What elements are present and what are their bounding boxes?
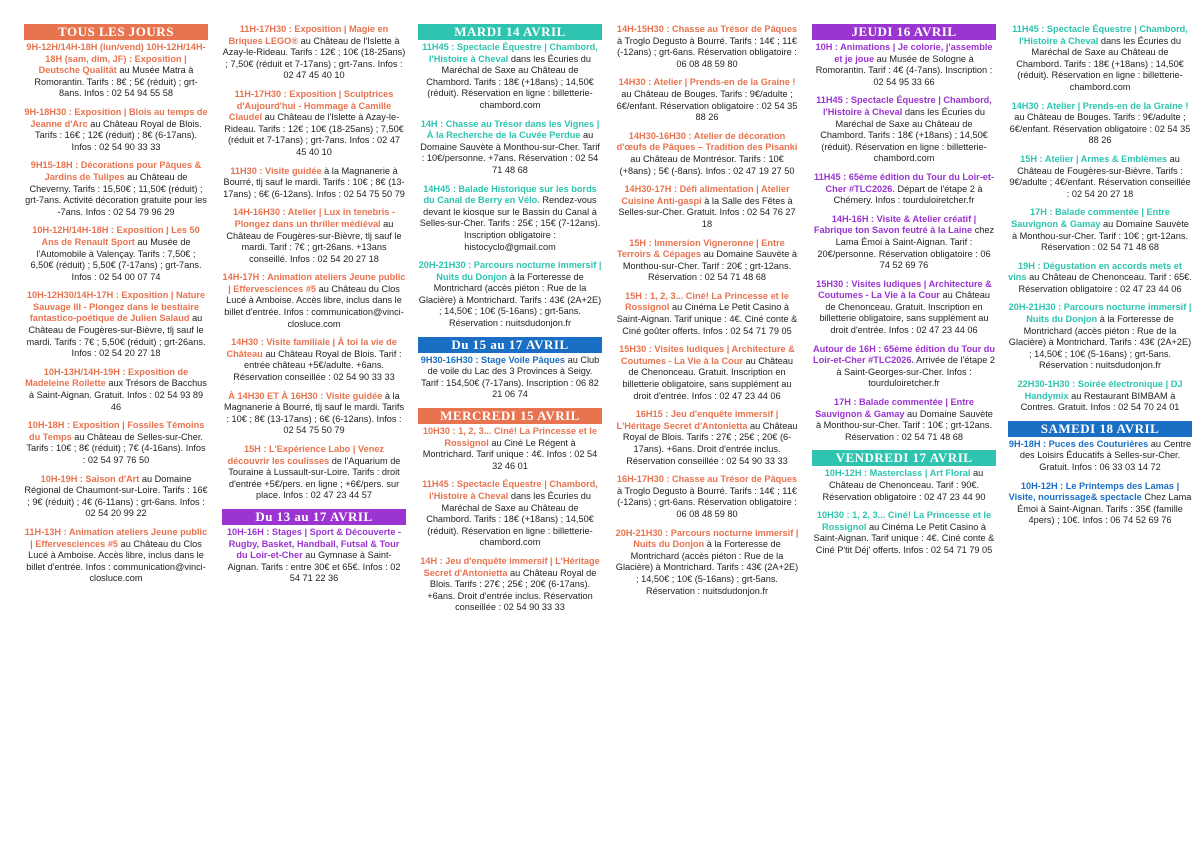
event-title: 10H-18H : Exposition | Fossiles Témoins du Temps (27, 420, 205, 442)
event-details: au Château Royal de Blois. Tarifs : 16€ ; 12€ (réduit) ; 8€ (6-17ans). Infos : 02 54 90 33 33 (35, 118, 202, 152)
event-entry (1008, 379, 1192, 414)
event-entry (222, 89, 406, 159)
event-title: 14H-17H : Animation ateliers Jeune public | Effervesciences #5 (222, 272, 406, 294)
event-details: à la Magnanerie à Bourré, tlj sauf le mardi. Tarifs : 10€ ; 8€ (13-17ans) ; 6€ (6-12ans). Infos : 02 54 75 50 79 (223, 165, 405, 199)
event-details: au Château de Selles-sur-Cher. Tarifs : 10€ ; 8€ (réduit) ; 7€ (4-16ans). Infos : 02 54 97 76 50 (26, 431, 206, 465)
event-entry (222, 527, 406, 585)
event-entry (615, 528, 799, 598)
event-details: à la Forteresse de Montrichard (accès piéton : Rue de la Glacière) à Montrichard. Tarifs : 43€ (2A+2E) ; 14,50€ ; 10€ (5-16ans) ; grt-5ans. Réservation : nuitsdudonjon.fr (1008, 314, 1192, 371)
event-title: 14H : Chasse au Trésor dans les Vignes | À la Recherche de la Cuvée Perdue (420, 118, 600, 141)
event-entry (1008, 439, 1192, 474)
event-title: Autour de 16H : 65ème édition du Tour du Loir-et-Cher #TLC2026. (812, 343, 996, 366)
event-details: au Château de Chenonceau. Gratuit. Inscription en billetterie obligatoire, sans supplément au droit d'entrée. Infos : 02 47 23 44 06 (622, 355, 793, 401)
event-title: 15H : Immersion Vigneronne | Entre Terroirs & Cépages (616, 237, 785, 260)
event-entry (24, 290, 208, 360)
event-title: 16H-17H30 : Chasse au Trésor de Pâques (616, 474, 798, 485)
event-details: à la Forteresse de Montrichard (accès piéton : Rue de la Glacière) à Montrichard. Tarifs : 43€ (2A+2E) ; 14,50€ ; 10€ (5-16ans) ; grt-5ans. Réservation : nuitsdudonjon.fr (615, 539, 799, 596)
event-details: au Château de Chenonceau. Gratuit. Inscription en billetterie obligatoire, sans supplément au droit d'entrée. Infos : 02 47 23 44 06 (819, 290, 990, 336)
event-title: 9H-12H/14H-18H (lun/vend) 10H-12H/14H-18H (sam, dim, JF) : Exposition | Deutsche Qualität (26, 42, 206, 76)
event-title: 10H : Animations | Je colorie, j'assemble et je joue (815, 42, 993, 64)
event-title: 10H-16H : Stages | Sport & Découverte - Rugby, Basket, Handball, Futsal & Tour du Loir-et-Cher (226, 526, 402, 561)
event-details: au Musée de Sologne à Romorantin. Tarif : 4€ (4-7ans). Inscription : 02 54 95 33 66 (815, 53, 993, 87)
col-4 (615, 24, 799, 604)
event-entry (24, 420, 208, 466)
event-entry (24, 367, 208, 413)
event-details: au Château de Montrésor. Tarifs : 10€ (+8ans) ; 5€ (-8ans). Infos : 02 47 19 27 50 (619, 153, 795, 176)
event-title: 17H : Balade commentée | Entre Sauvignon & Gamay (1011, 207, 1170, 229)
event-title: 14H45 : Balade Historique sur les bords du Canal de Berry en Vélo. (423, 183, 597, 206)
event-details: au Restaurant BIMBAM à Contres. Gratuit. Infos : 02 54 70 24 01 (1020, 390, 1180, 413)
event-details: Arrivée de l'étape 2 à Saint-Georges-sur-Cher. Infos : tourduloiretcher.fr (836, 355, 995, 389)
event-title: 14H : Jeu d'enquête immersif | L'Héritage Secret d'Antonietta (420, 555, 600, 578)
event-entry (222, 391, 406, 437)
event-title: 11H30 : Visite guidée (230, 165, 322, 176)
event-title: 14H30 : Atelier | Prends-en de la Graine ! (618, 77, 796, 88)
event-title: 10H30 : 1, 2, 3... Ciné! La Princesse et le Rossignol (422, 426, 598, 448)
event-details: au Domaine Sauvète à Monthou-sur-Cher. Tarif : 10€ ; grt-12ans. Réservation : 02 54 71 48 68 (815, 408, 993, 442)
event-details: à Troglo Degusto à Bourré. Tarifs : 14€ ; 11€ (-12ans) ; grt-6ans. Réservation obligatoire : 06 08 48 59 80 (617, 485, 797, 519)
event-details: au Ciné Le Régent à Montrichard. Tarif unique : 4€. Infos : 02 54 32 46 01 (422, 437, 598, 471)
event-entry (418, 426, 602, 472)
event-title: 15H : L'Expérience Labo | Venez découvrir les coulisses (227, 444, 385, 466)
event-entry (615, 409, 799, 467)
event-details: de l'Aquarium de Touraine à Lussault-sur-Loire. Tarifs : droit d'entrée +5€/pers. en ligne ; +6€/pers. sur place. Infos : 02 47 23 44 57 (228, 455, 401, 501)
day-header: Du 13 au 17 AVRIL (222, 509, 406, 525)
event-details: au Cinéma Le Petit Casino à Saint-Aignan. Tarif unique : 4€. Ciné conte & Ciné goûter offerts. Infos : 02 54 71 79 05 (616, 302, 798, 336)
event-entry (615, 291, 799, 337)
event-entry (222, 166, 406, 201)
event-entry (615, 77, 799, 123)
event-entry (24, 107, 208, 153)
event-details: au Château de Chenonceau. Tarif : 65€. Réservation obligatoire : 02 47 23 44 06 (1018, 272, 1192, 294)
event-details: Rendez-vous devant le kiosque sur le Bassin du Canal à Selles-sur-Cher. Tarifs : 25€ ; 15€ (7-12ans). Inscription obligatoire : histocyclo@gmail.com (419, 195, 601, 252)
event-details: au Centre des Loisirs Éducatifs à Selles-sur-Cher. Gratuit. Infos : 06 33 03 14 72 (1019, 438, 1192, 472)
event-entry (615, 344, 799, 402)
event-entry (1008, 101, 1192, 147)
event-details: dans les Écuries du Maréchal de Saxe au Château de Chambord. Tarifs : 18€ (+18ans) ; 14,50€ (réduit). Réservation en ligne : billetterie-chambord.com (1016, 35, 1184, 92)
day-header: Du 15 au 17 AVRIL (418, 337, 602, 353)
event-entry (1008, 207, 1192, 253)
event-title: 16H15 : Jeu d'enquête immersif | L'Héritage Secret d'Antonietta (616, 409, 779, 431)
event-entry (812, 510, 996, 556)
event-entry (812, 42, 996, 88)
event-entry (1008, 154, 1192, 200)
event-entry (222, 272, 406, 330)
event-entry (222, 337, 406, 383)
event-title: 10H-13H/14H-19H : Exposition de Madeleine Roilette (25, 366, 189, 389)
event-title: 14H30 : Atelier | Prends-en de la Graine ! (1011, 100, 1189, 111)
day-header: MERCREDI 15 AVRIL (418, 408, 602, 424)
event-details: au Gymnase à Saint-Aignan. Tarifs : entre 30€ et 65€. Infos : 02 54 71 22 36 (227, 550, 401, 584)
event-entry (1008, 302, 1192, 372)
event-details: chez Lama Émoi à Saint-Aignan. Tarif : 20€/personne. Réservation obligatoire : 06 74 52 69 76 (817, 225, 995, 271)
event-entry (418, 479, 602, 549)
event-title: 11H45 : 65ème édition du Tour du Loir-et-Cher #TLC2026. (813, 171, 995, 194)
event-title: 19H : Dégustation en accords mets et vins (1008, 260, 1182, 283)
event-title: 9H30-16H30 : Stage Voile Pâques (420, 354, 566, 365)
event-title: 22H30-1H30 : Soirée électronique | DJ Handymix (1017, 379, 1183, 401)
event-details: au Château du Clos Lucé à Amboise. Accès libre, inclus dans le billet d'entrée. Infos : communication@vinci-closluce.com (26, 538, 206, 584)
event-details: au Château de Chenonceau. Tarif : 90€. Réservation obligatoire : 02 47 23 44 90 (822, 468, 986, 502)
event-title: 9H-18H30 : Exposition | Blois au temps de Jeanne d'Arc (24, 106, 208, 129)
event-details: au Club de voile du Lac des 3 Provinces à Seigy. Tarif : 154,50€ (7-17ans). Inscription : 06 82 21 06 74 (421, 354, 600, 400)
event-title: 14H30-17H : Défi alimentation | Atelier Cuisine Anti-gaspi (621, 184, 790, 206)
event-title: 11H-13H : Animation ateliers Jeune public | Effervesciences #5 (24, 526, 208, 549)
event-entry (418, 184, 602, 254)
event-details: au Château de Bouges. Tarifs : 9€/adulte ; 6€/enfant. Réservation obligatoire : 02 54 35 88 26 (616, 88, 798, 123)
event-details: au Château Royal de Blois. Tarifs : 27€ ; 25€ ; 20€ (6-17ans). +6ans. Droit d'entrée inclus. Réservation conseillée : 02 54 90 33 33 (622, 420, 798, 466)
event-title: 20H-21H30 : Parcours nocturne immersif | Nuits du Donjon (418, 260, 602, 282)
event-title: 15H : Atelier | Armes & Emblèmes (1020, 153, 1168, 164)
event-details: au Château du Clos Lucé à Amboise. Accès libre, inclus dans le billet d'entrée. Infos : communication@vinci-closluce.com (224, 283, 404, 329)
event-entry (615, 24, 799, 70)
event-title: 15H30 : Visites ludiques | Architecture & Coutumes - La Vie à la Cour (816, 278, 992, 301)
event-title: 14H30 : Visite familiale | À toi la vie de Château (226, 337, 397, 359)
event-entry (812, 279, 996, 337)
event-details: au Cinéma Le Petit Casino à Saint-Aignan. Tarif unique : 4€. Ciné conte & Ciné P'tit Déj' offerts. Infos : 02 54 71 79 05 (813, 521, 995, 555)
event-title: 14H-15H30 : Chasse au Trésor de Pâques (616, 24, 798, 34)
day-header: TOUS LES JOURS (24, 24, 208, 40)
event-details: aux Trésors de Bacchus à Saint-Aignan. Gratuit. Infos : 02 54 93 89 46 (28, 378, 207, 412)
event-title: À 14H30 ET À 16H30 : Visite guidée (228, 390, 383, 401)
event-details: au Château de Fougères-sur-Bièvre, tlj sauf le mardi. Tarifs : 7€ ; 5,50€ (réduit) ; grt-26ans. Infos : 02 54 20 27 18 (26, 313, 206, 359)
event-entry (812, 95, 996, 165)
col-3 (418, 24, 602, 621)
event-title: 11H45 : Spectacle Équestre | Chambord, l'Histoire à Cheval (1012, 24, 1188, 46)
event-details: au Musée de l'Automobile à Valençay. Tarifs : 7,50€ ; 6,50€ (réduit) ; 5,50€ (7-17ans) ; grt-7ans. Infos : 02 54 00 07 74 (30, 236, 202, 282)
event-details: au Château de Fougères-sur-Bièvre. Tarifs : 9€/adulte ; 4€/enfant. Réservation conseillée : 02 54 20 27 18 (1009, 153, 1191, 199)
event-entry (24, 225, 208, 283)
event-title: 17H : Balade commentée | Entre Sauvignon & Gamay (815, 397, 974, 419)
event-title: 9H15-18H : Décorations pour Pâques & Jardins de Tulipes (30, 160, 202, 182)
event-title: 14H30-16H30 : Atelier de décoration d'œufs de Pâques – Tradition des Pisanki (616, 130, 798, 153)
event-details: à Troglo Degusto à Bourré. Tarifs : 14€ ; 11€ (-12ans) ; grt-6ans. Réservation obligatoire : 06 08 48 59 80 (617, 35, 797, 69)
event-details: au Château de l'Islette à Azay-le-Rideau. Tarifs : 12€ ; 10€ (18-25ans) ; 7,50€ (réduit et 7-17ans) ; grt-7ans. Infos : 02 47 45 40 10 (222, 35, 406, 81)
event-entry (24, 527, 208, 585)
event-details: dans les Écuries du Maréchal de Saxe au Château de Chambord. Tarifs : 18€ (+18ans) ; 14,50€ (réduit). Réservation en ligne : billetterie-chambord.com (426, 53, 594, 110)
event-title: 14H-16H30 : Atelier | Lux in tenebris - Plongez dans un thriller médiéval (232, 207, 396, 229)
event-entry (418, 42, 602, 112)
event-entry (418, 355, 602, 401)
event-details: à la Magnanerie à Bourré, tlj sauf le mardi. Tarifs : 10€ ; 8€ (13-17ans) ; 6€ (6-12ans). Infos : 02 54 75 50 79 (223, 390, 405, 436)
event-title: 10H-12H30/14H-17H : Exposition | Nature Sauvage III - Plongez dans le bestiaire fantastico-poétique de Julien Salaud (26, 290, 206, 324)
day-header: MARDI 14 AVRIL (418, 24, 602, 40)
col-2 (222, 24, 406, 592)
event-title: 14H-16H : Visite & Atelier créatif | Fabrique ton Savon feutré à la Laine (813, 213, 977, 236)
event-details: au Château Royal de Blois. Tarifs : 27€ ; 25€ ; 20€ (6-17ans). +6ans. Droit d'entrée inclus. Réservation conseillée : 02 54 90 33 33 (427, 567, 597, 613)
event-entry (1008, 481, 1192, 527)
event-title: 20H-21H30 : Parcours nocturne immersif | Nuits du Donjon (1008, 302, 1192, 325)
event-details: au Château Royal de Blois. Tarif : entrée château +5€/adulte. +6ans. Réservation conseillée : 02 54 90 33 33 (233, 348, 402, 383)
event-entry (615, 131, 799, 177)
event-entry (812, 172, 996, 207)
event-title: 10H30 : 1, 2, 3... Ciné! La Princesse et le Rossignol (816, 510, 992, 532)
event-entry (418, 556, 602, 614)
event-title: 15H30 : Visites ludiques | Architecture & Coutumes - La Vie à la Cour (619, 344, 795, 366)
day-header: VENDREDI 17 AVRIL (812, 450, 996, 466)
event-entry (812, 344, 996, 390)
day-header: SAMEDI 18 AVRIL (1008, 421, 1192, 437)
col-1 (24, 24, 208, 592)
event-details: au Château de Bouges. Tarifs : 9€/adulte ; 6€/enfant. Réservation obligatoire : 02 54 35 88 26 (1009, 112, 1191, 146)
event-details: à la Salle des Fêtes à Selles-sur-Cher. Gratuit. Infos : 02 54 76 27 18 (618, 195, 796, 229)
event-title: 10H-12H : Masterclass | Art Floral (824, 468, 971, 479)
event-title: 20H-21H30 : Parcours nocturne immersif | Nuits du Donjon (615, 527, 799, 550)
event-details: au Château de l'Islette à Azay-le-Rideau. Tarifs : 12€ ; 10€ (18-25ans) ; 7,50€ (réduit et 7-17ans) ; grt-7ans. Infos : 02 47 45 40 10 (224, 112, 404, 157)
col-6 (1008, 24, 1192, 534)
event-entry (24, 474, 208, 520)
event-title: 10H-12H/14H-18H : Exposition | Les 50 Ans de Renault Sport (32, 225, 200, 247)
event-details: au Domaine Sauvète à Monthou-sur-Cher. Tarif : 10€ ; grt-12ans. Réservation : 02 54 71 48 68 (1011, 218, 1189, 253)
event-title: 11H-17H30 : Exposition | Magie en Briques LEGO® (228, 24, 389, 46)
col-5 (812, 24, 996, 564)
event-details: dans les Écuries du Maréchal de Saxe au Château de Chambord. Tarifs : 18€ (+18ans) ; 14,50€ (réduit). Réservation en ligne : billetterie-chambord.com (426, 491, 594, 548)
event-details: dans les Écuries du Maréchal de Saxe au Château de Chambord. Tarifs : 18€ (+18ans) ; 14,50€ (réduit). Réservation en ligne : billetterie-chambord.com (820, 106, 988, 164)
event-title: 11H45 : Spectacle Équestre | Chambord, l'Histoire à Cheval (422, 42, 598, 64)
event-entry (615, 184, 799, 230)
event-entry (615, 474, 799, 520)
event-title: 11H45 : Spectacle Équestre | Chambord, l'Histoire à Cheval (816, 95, 992, 117)
event-details: au Domaine Sauvète à Monthou-sur-Cher. Tarif : 10€/personne. +7ans. Réservation : 02 54 71 48 68 (420, 130, 600, 175)
event-details: Départ de l'étape 2 à Chémery. Infos : tourduloiretcher.fr (833, 183, 983, 206)
event-title: 15H : 1, 2, 3... Ciné! La Princesse et le Rossignol (625, 290, 789, 313)
event-details: à la Forteresse de Montrichard (accès piéton : Rue de la Glacière) à Montrichard. Tarifs : 43€ (2A+2E) ; 14,50€ ; 10€ (5-16ans) ; grt-5ans. Réservation : nuitsdudonjon.fr (418, 271, 602, 329)
event-entry (812, 397, 996, 443)
event-entry (222, 24, 406, 82)
event-details: au Château de Cheverny. Tarifs : 15,50€ ; 11,50€ (réduit) ; grt-7ans. Activité décoration gratuite pour les -7ans. Infos : 02 54 79 96 29 (25, 171, 207, 217)
event-entry (1008, 24, 1192, 94)
event-title: 11H45 : Spectacle Équestre | Chambord, l'Histoire à Cheval (422, 479, 598, 501)
event-title: 9H-18H : Puces des Couturières (1008, 438, 1149, 449)
event-entry (222, 207, 406, 265)
event-details: Chez Lama Émoi à Saint-Aignan. Tarifs : 35€ (famille 4pers) ; 10€. Infos : 06 74 52 69 76 (1017, 492, 1192, 526)
event-details: au Domaine Régional de Chaumont-sur-Loire. Tarifs : 16€ ; 9€ (réduit) ; 4€ (6-11ans) ; grt-6ans. Infos : 02 54 20 99 22 (24, 473, 208, 519)
event-title: 10H-12H : Le Printemps des Lamas | Visite, nourrissage& spectacle (1008, 480, 1180, 503)
event-details: au Château de Fougères-sur-Bièvre, tlj sauf le mardi. Tarif : 7€ ; grt-26ans. +13ans conseillé. Infos : 02 54 20 27 18 (226, 218, 402, 264)
event-entry (418, 119, 602, 177)
event-entry (812, 214, 996, 272)
event-details: au Musée Matra à Romorantin. Tarifs : 8€ ; 5€ (réduit) ; grt-8ans. Infos : 02 54 94 55 58 (34, 65, 198, 99)
event-entry (24, 160, 208, 218)
event-title: 10H-19H : Saison d'Art (40, 473, 140, 484)
event-entry (1008, 261, 1192, 296)
event-entry (24, 42, 208, 100)
event-title: 11H-17H30 : Exposition | Sculptrices d'Aujourd'hui - Hommage à Camille Claudel (228, 88, 394, 123)
event-entry (615, 238, 799, 284)
day-header: JEUDI 16 AVRIL (812, 24, 996, 40)
event-entry (222, 444, 406, 502)
event-entry (812, 468, 996, 503)
event-entry (418, 260, 602, 330)
event-details: au Domaine Sauvète à Monthou-sur-Cher. Tarif : 20€ ; grt-12ans. Réservation : 02 54 71 48 68 (622, 249, 798, 283)
